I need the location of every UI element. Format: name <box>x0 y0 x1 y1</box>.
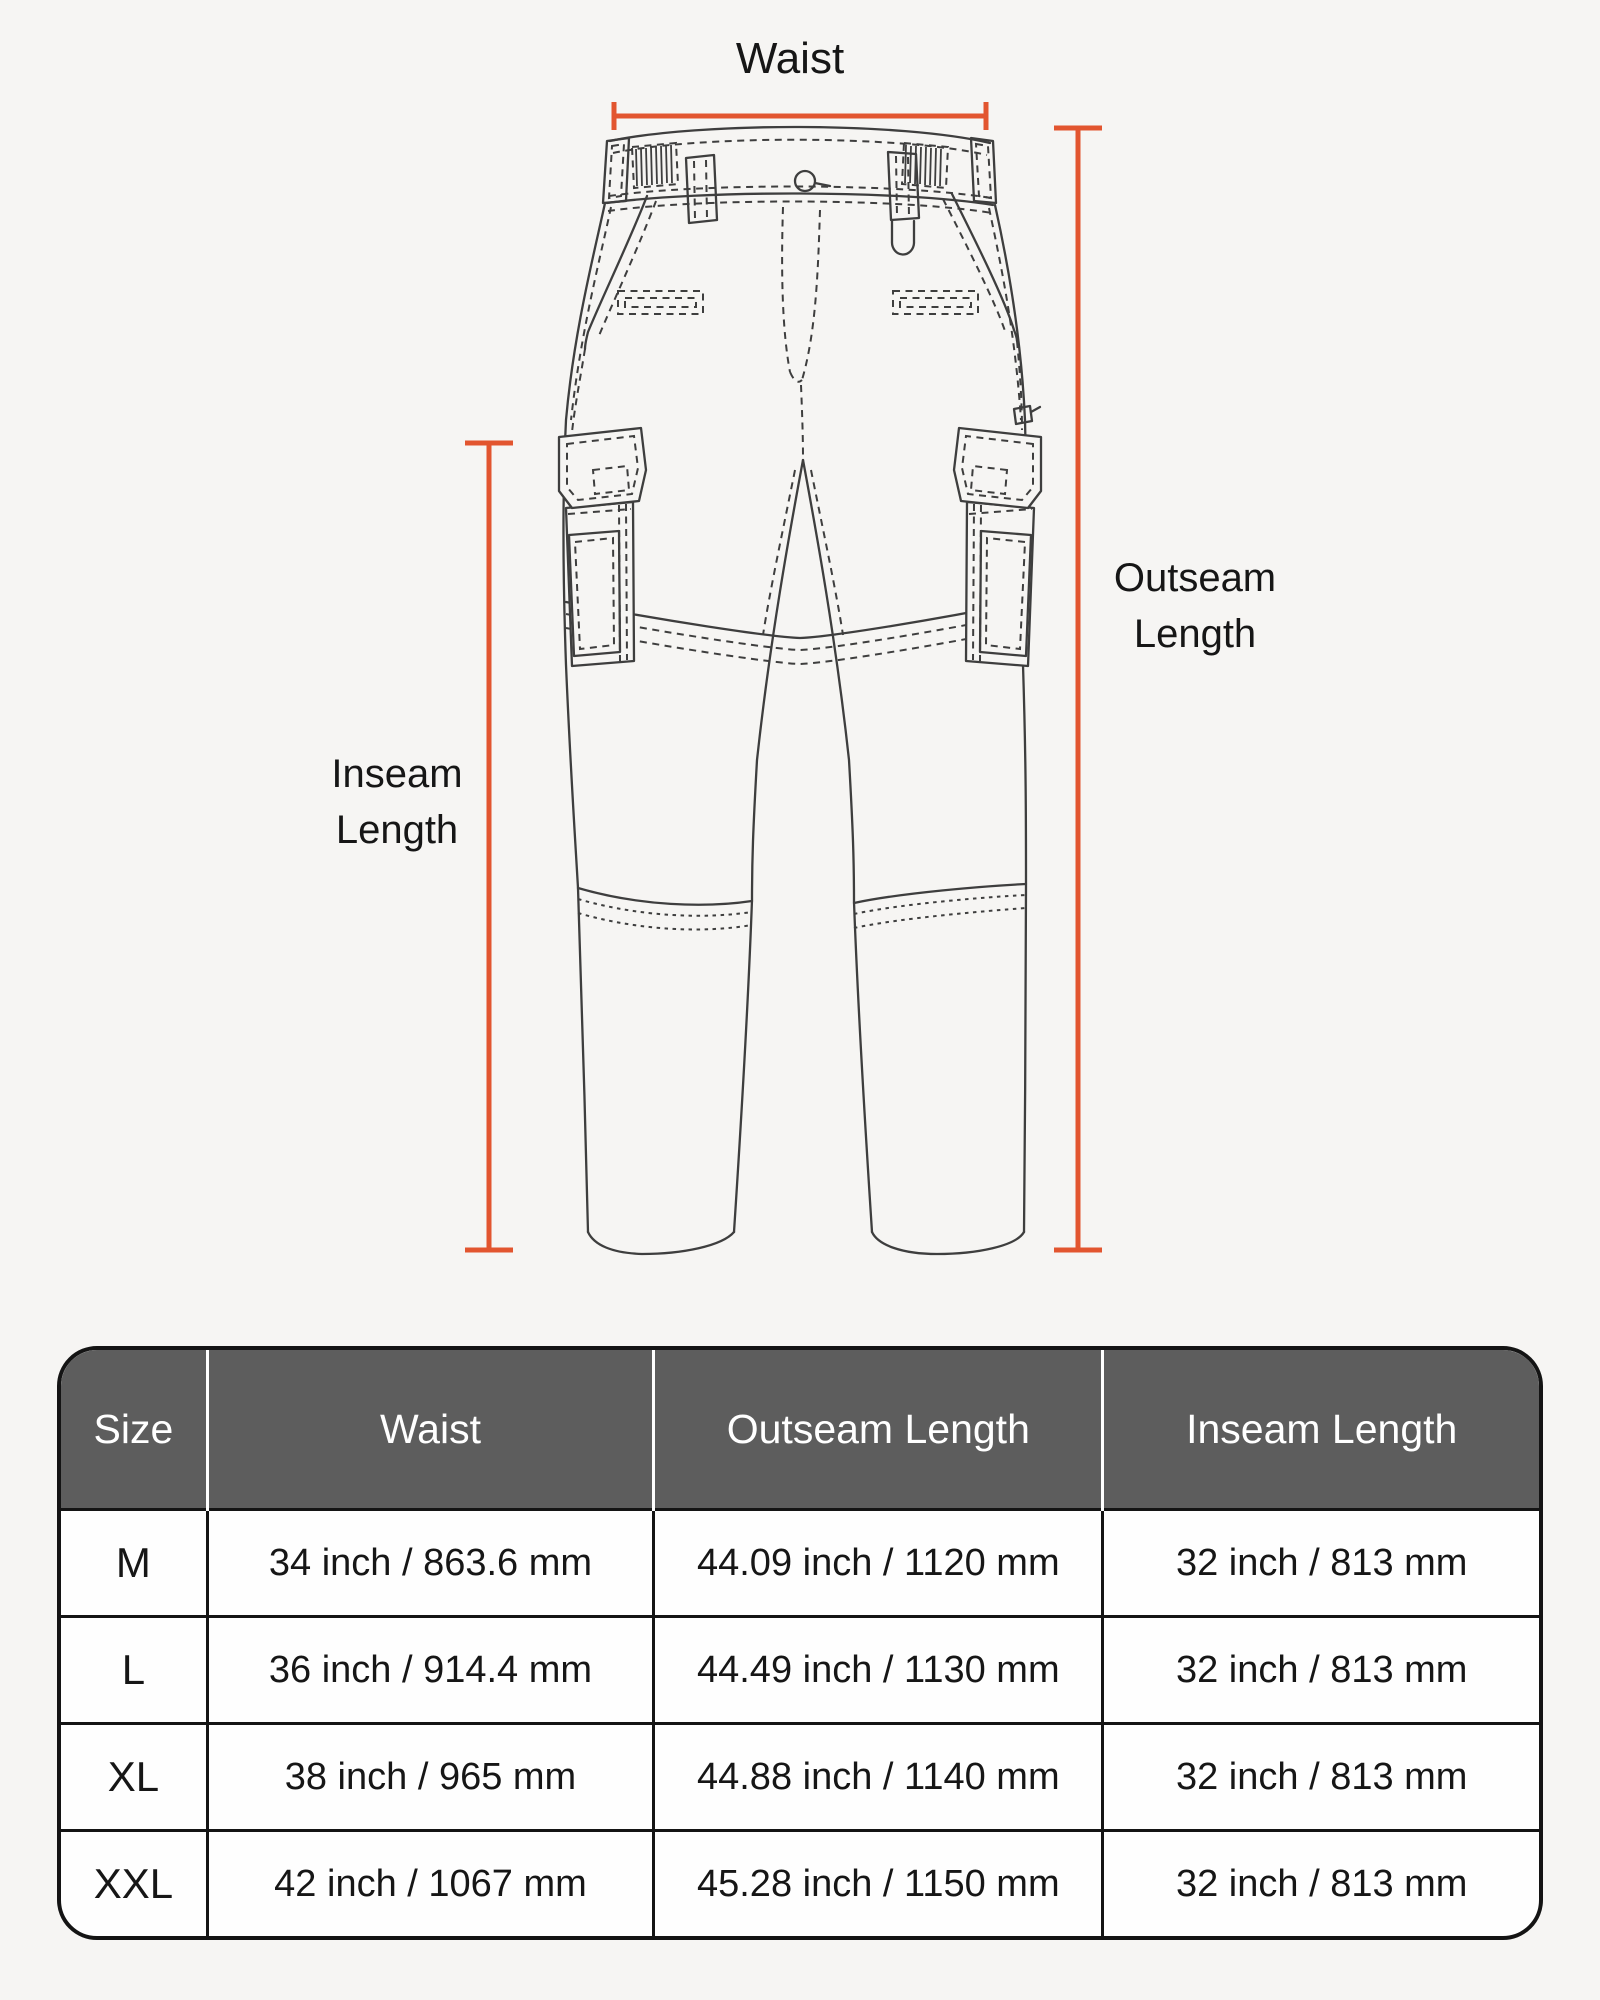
waist-button <box>795 171 830 191</box>
knee-zipoff-seam-left <box>578 888 752 929</box>
header-outseam-length: Outseam Length <box>654 1350 1103 1510</box>
header-size: Size <box>61 1350 207 1510</box>
waist-measure-line <box>614 102 986 130</box>
table-row-xl <box>61 1724 1539 1831</box>
elastic-waist-left <box>632 143 678 188</box>
cell-size: XXL <box>61 1831 207 1937</box>
outseam-length-label: Outseam Length <box>1113 556 1277 656</box>
table-row-xxl <box>61 1831 1539 1937</box>
table-header-row <box>61 1350 1539 1510</box>
right-inner-leg-edge <box>803 460 872 1232</box>
right-side-seam-stitch <box>989 208 1021 420</box>
cell-outseam: 44.49 inch / 1130 mm <box>654 1617 1103 1724</box>
pants-sketch <box>559 127 1041 1254</box>
hanging-loop <box>892 220 914 254</box>
cell-inseam: 32 inch / 813 mm <box>1103 1831 1539 1937</box>
table-row-l <box>61 1617 1539 1724</box>
right-welt-pocket <box>893 291 978 314</box>
cell-size: M <box>61 1510 207 1617</box>
left-cargo-flap <box>559 428 646 508</box>
left-inseam-stitch <box>763 470 795 635</box>
cell-inseam: 32 inch / 813 mm <box>1103 1617 1539 1724</box>
left-cargo-pocket <box>559 428 646 666</box>
cell-waist: 42 inch / 1067 mm <box>207 1831 653 1937</box>
side-zipper-tab <box>1014 406 1040 424</box>
cell-waist: 36 inch / 914.4 mm <box>207 1617 653 1724</box>
right-hem <box>872 1232 1024 1254</box>
left-inner-leg-edge <box>734 460 803 1232</box>
left-side-seam-stitch <box>571 207 611 420</box>
inseam-length-label: Inseam Length <box>331 752 463 852</box>
left-hem <box>588 1232 734 1254</box>
right-inseam-stitch <box>811 470 843 635</box>
right-cargo-pocket <box>954 428 1041 666</box>
cell-outseam: 44.09 inch / 1120 mm <box>654 1510 1103 1617</box>
right-outer-leg-edge <box>995 205 1026 1232</box>
header-inseam-length: Inseam Length <box>1103 1350 1539 1510</box>
cell-inseam: 32 inch / 813 mm <box>1103 1510 1539 1617</box>
cell-waist: 34 inch / 863.6 mm <box>207 1510 653 1617</box>
waist-label: Waist <box>735 34 845 83</box>
header-waist: Waist <box>207 1350 653 1510</box>
cell-outseam: 45.28 inch / 1150 mm <box>654 1831 1103 1937</box>
knee-zipoff-seam-right <box>854 884 1026 928</box>
left-outer-leg-edge <box>563 203 605 1232</box>
outseam-measure-line <box>1054 128 1102 1250</box>
cell-inseam: 32 inch / 813 mm <box>1103 1724 1539 1831</box>
waistband-right-end <box>971 138 996 203</box>
cell-waist: 38 inch / 965 mm <box>207 1724 653 1831</box>
cell-size: L <box>61 1617 207 1724</box>
cell-outseam: 44.88 inch / 1140 mm <box>654 1724 1103 1831</box>
right-cargo-flap <box>954 428 1041 508</box>
left-welt-pocket <box>618 291 703 314</box>
cell-size: XL <box>61 1724 207 1831</box>
fly-stitching <box>782 207 820 458</box>
table-row-m <box>61 1510 1539 1617</box>
elastic-waist-right <box>902 143 948 188</box>
size-table <box>57 1346 1543 1940</box>
right-front-pocket <box>943 194 1022 430</box>
